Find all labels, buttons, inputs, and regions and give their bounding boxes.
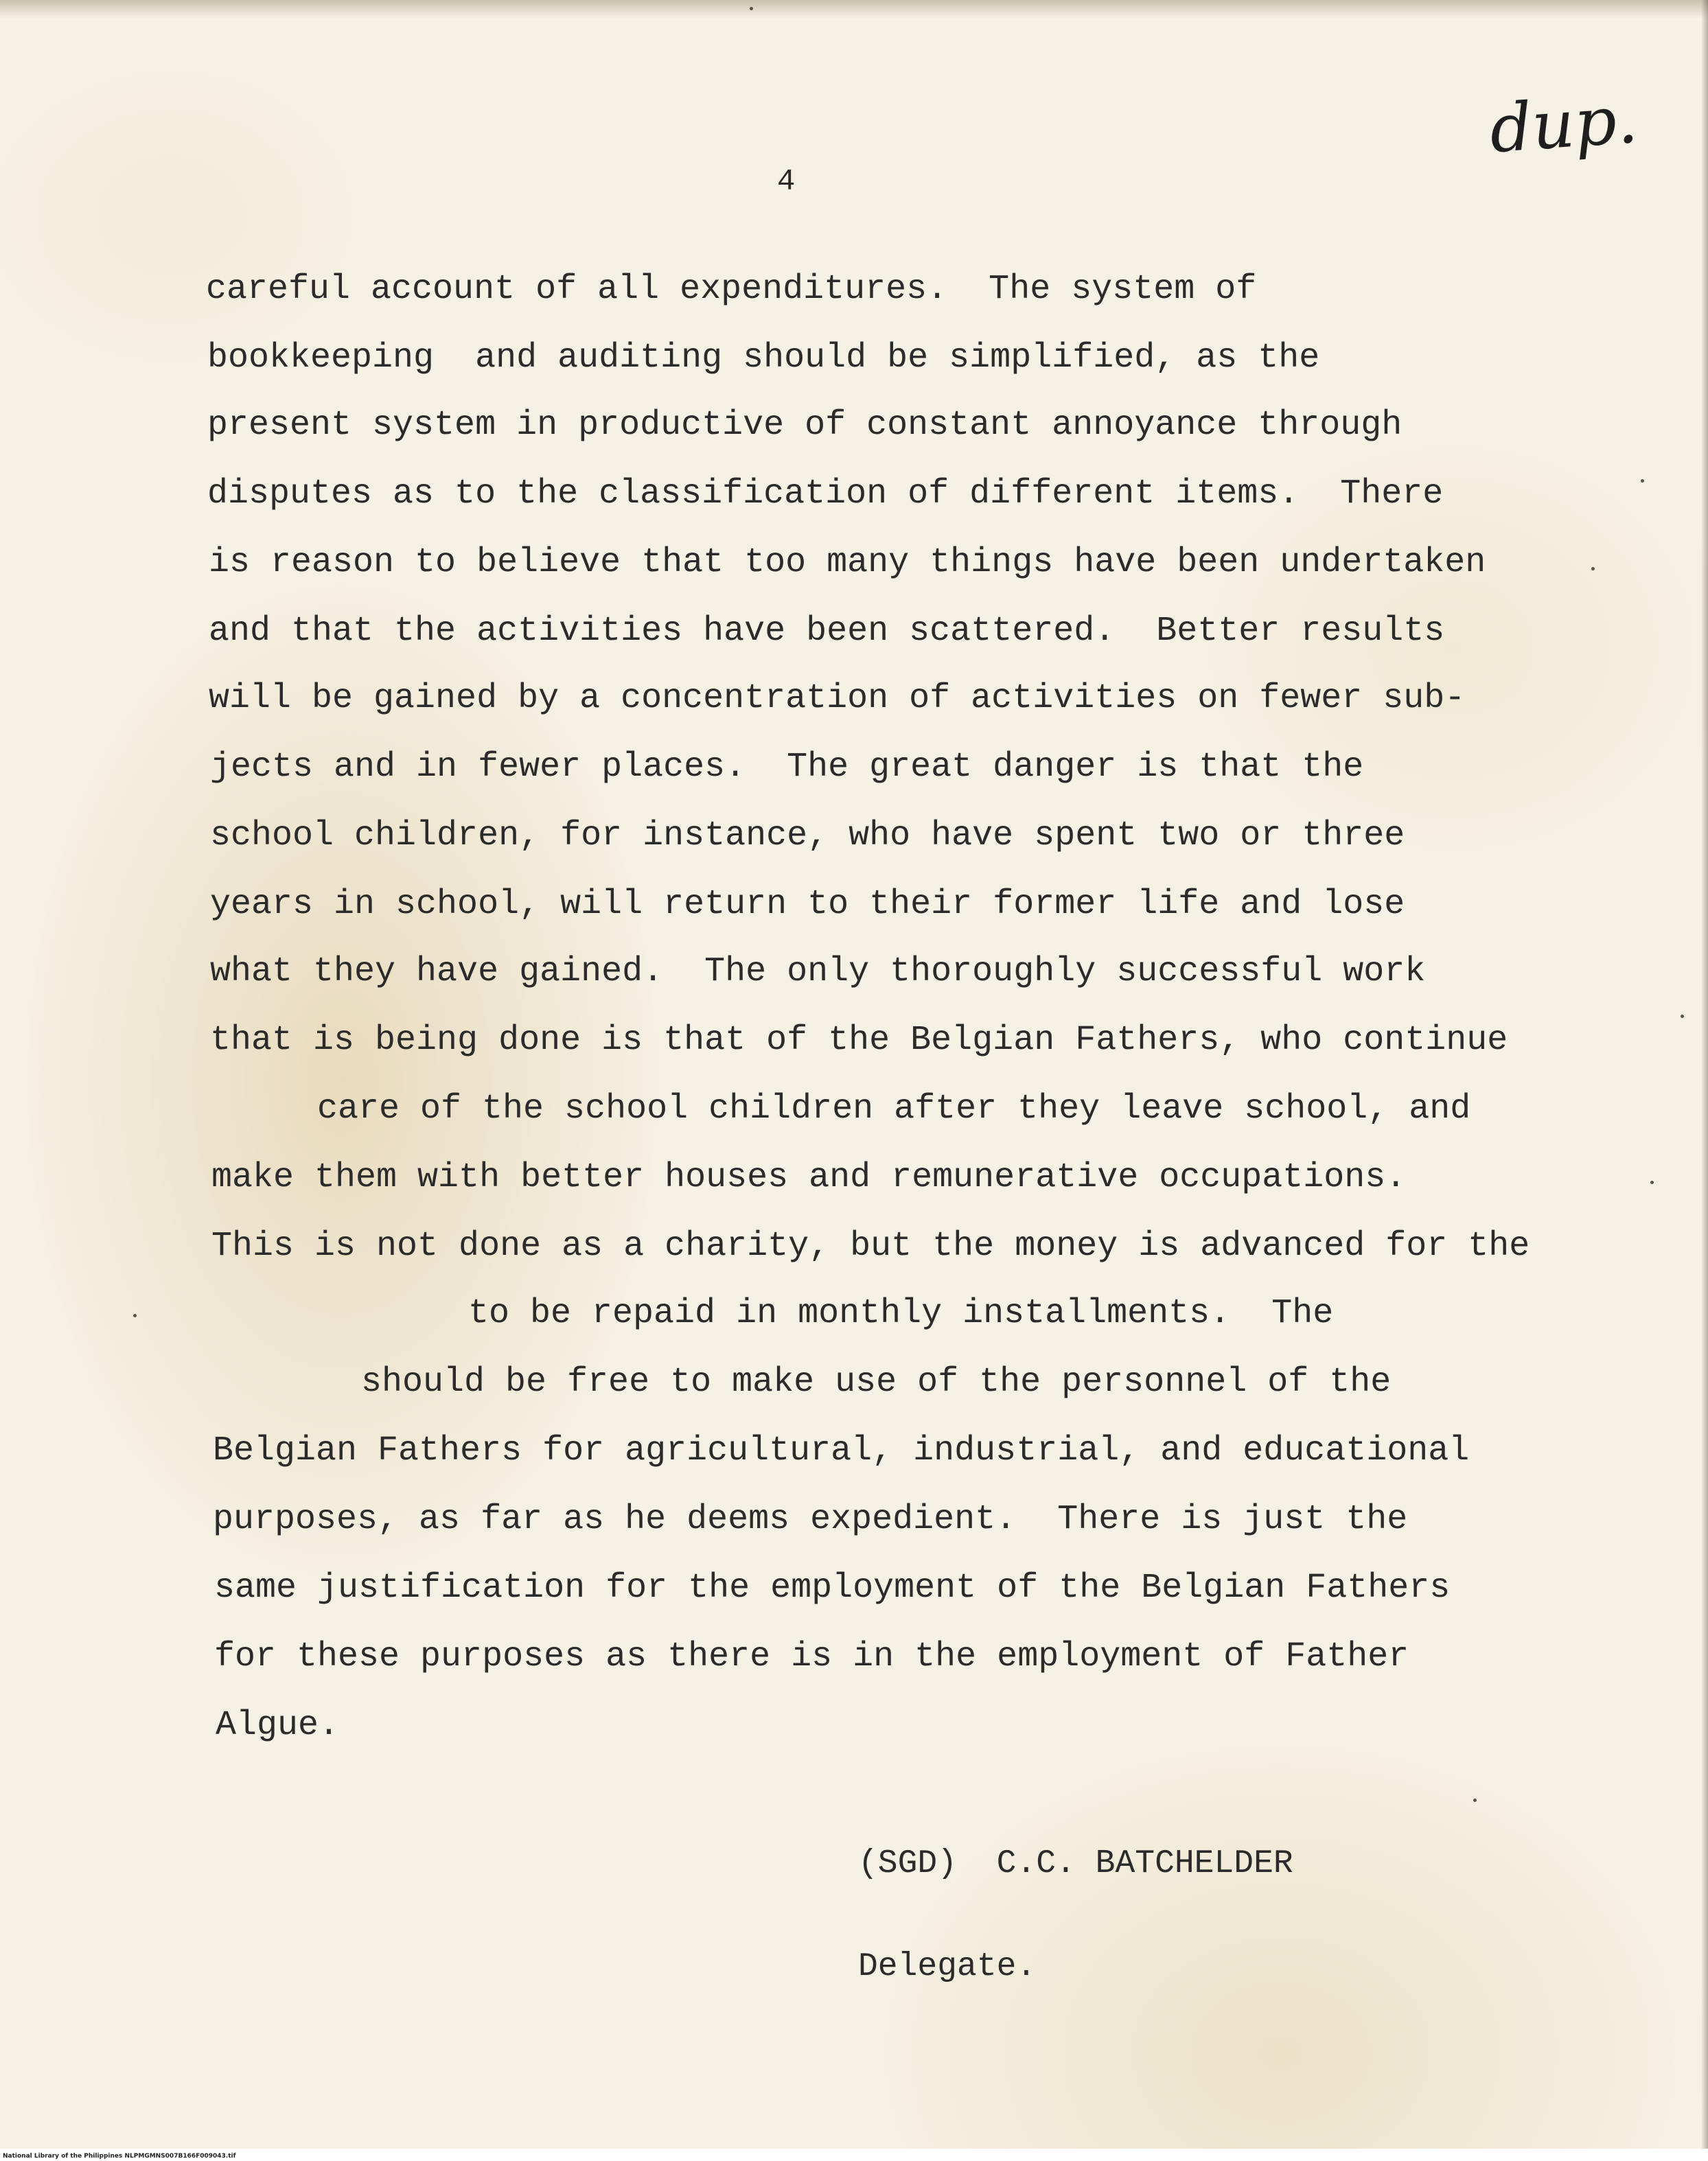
page-top-edge-shadow xyxy=(0,0,1708,18)
paper-speck xyxy=(1473,1799,1477,1802)
signature-name: (SGD) C.C. BATCHELDER xyxy=(858,1845,1293,1882)
signature-block xyxy=(858,1778,1293,2053)
body-line-1: careful account of all expenditures. The system of xyxy=(206,270,1257,309)
body-line-17: should be free to make use of the personnel of the xyxy=(361,1363,1392,1402)
body-line-3: present system in productive of constant annoyance through xyxy=(207,406,1403,445)
body-line-11: what they have gained. The only thoroughly successful work xyxy=(210,952,1426,991)
body-line-4: disputes as to the classification of different items. There xyxy=(207,474,1444,513)
body-line-10: years in school, will return to their former life and lose xyxy=(210,885,1405,924)
body-line-20: same justification for the employment of the Belgian Fathers xyxy=(214,1569,1451,1608)
body-line-2: bookkeeping and auditing should be simplified, as the xyxy=(207,338,1320,378)
page-number: 4 xyxy=(777,165,796,199)
paper-speck xyxy=(1591,567,1595,570)
paper-speck xyxy=(133,1314,137,1317)
body-line-14: make them with better houses and remunerative occupations. xyxy=(211,1158,1407,1197)
body-line-12: that is being done is that of the Belgian Fathers, who continue xyxy=(210,1021,1508,1060)
body-line-18: Belgian Fathers for agricultural, industrial, and educational xyxy=(213,1431,1470,1470)
body-line-6: and that the activities have been scattered. Better results xyxy=(209,612,1445,651)
scan-credit: National Library of the Philippines NLPMGMNS007B166F009043.tif xyxy=(3,2153,236,2160)
body-line-13: care of the school children after they leave school, and xyxy=(317,1089,1471,1129)
body-line-8: jects and in fewer places. The great danger is that the xyxy=(210,748,1364,787)
body-line-16: to be repaid in monthly installments. The xyxy=(468,1294,1334,1333)
signature-title: Delegate. xyxy=(858,1948,1037,1985)
paper-speck xyxy=(1650,1181,1654,1184)
scan-footer-strip xyxy=(0,2149,1708,2161)
body-line-22: Algue. xyxy=(216,1706,340,1745)
body-line-21: for these purposes as there is in the employment of Father xyxy=(214,1637,1409,1676)
body-line-5: is reason to believe that too many things have been undertaken xyxy=(209,543,1486,582)
body-line-19: purposes, as far as he deems expedient. There is just the xyxy=(213,1500,1408,1539)
paper-speck xyxy=(750,7,753,10)
body-line-7: will be gained by a concentration of activities on fewer sub- xyxy=(209,679,1466,718)
handwritten-annotation: dup. xyxy=(1487,80,1640,168)
body-line-9: school children, for instance, who have spent two or three xyxy=(210,816,1405,855)
body-line-15: This is not done as a charity, but the money is advanced for the xyxy=(211,1227,1530,1266)
page-right-edge-shadow xyxy=(1701,0,1708,2161)
paper-speck xyxy=(1641,479,1644,483)
paper-speck xyxy=(1681,1015,1684,1018)
